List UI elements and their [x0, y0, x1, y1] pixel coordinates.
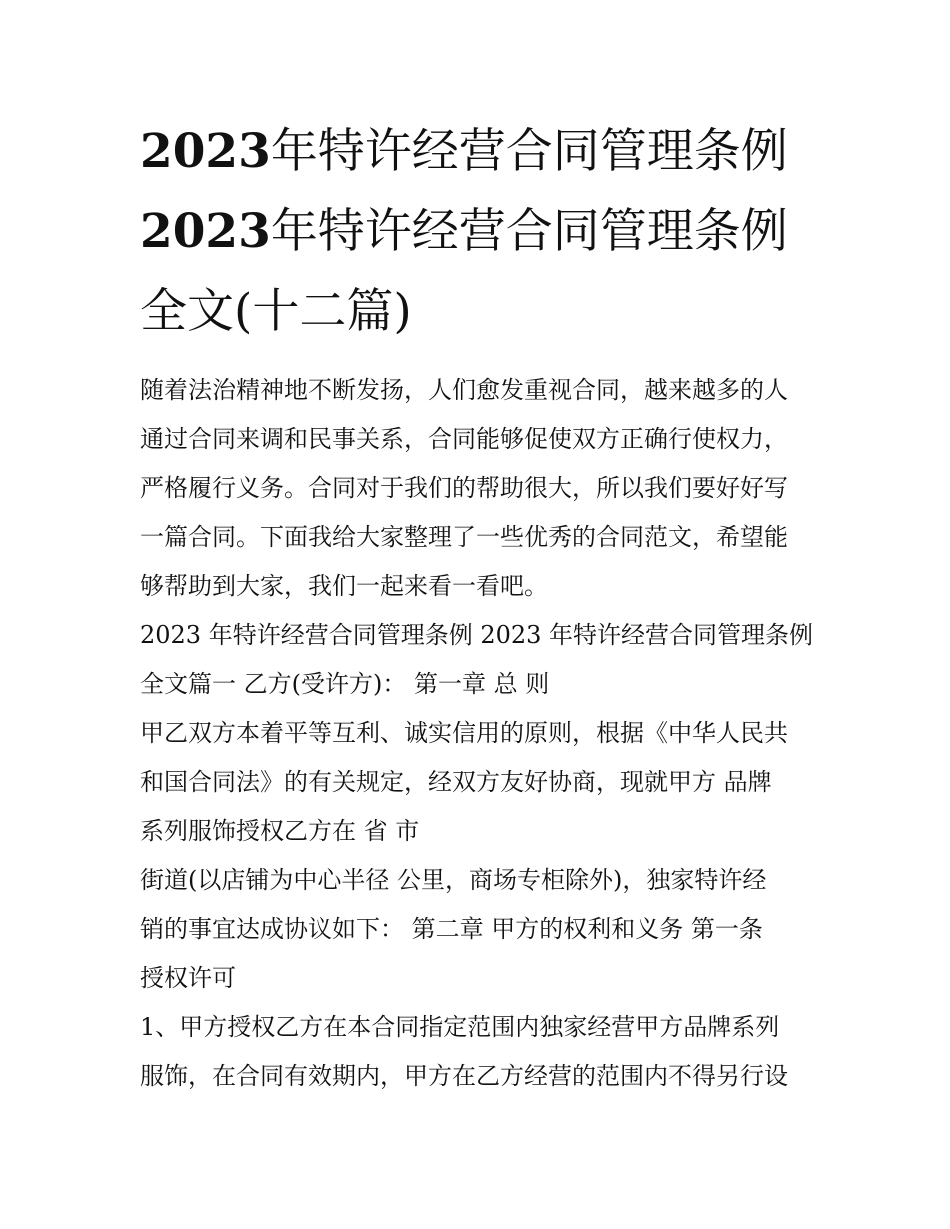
body-line-1: 随着法治精神地不断发扬，人们愈发重视合同，越来越多的人	[140, 376, 788, 404]
body-line-8: 甲乙双方本着平等互利、诚实信用的原则，根据《中华人民共	[140, 719, 788, 747]
title-line-3: 全文(十二篇)	[140, 284, 412, 339]
body-line-15: 服饰，在合同有效期内，甲方在乙方经营的范围内不得另行设	[140, 1062, 788, 1090]
body-line-5: 够帮助到大家，我们一起来看一看吧。	[140, 572, 548, 600]
document-page	[140, 112, 820, 1101]
title-line-1: 2023年特许经营合同管理条例	[140, 124, 788, 179]
body-line-10: 系列服饰授权乙方在 省 市	[140, 817, 420, 845]
body-line-9: 和国合同法》的有关规定，经双方友好协商，现就甲方 品牌	[140, 768, 772, 796]
body-line-3: 严格履行义务。合同对于我们的帮助很大，所以我们要好好写	[140, 474, 788, 502]
body-line-14: 1、甲方授权乙方在本合同指定范围内独家经营甲方品牌系列	[140, 1013, 780, 1041]
document-title	[140, 112, 820, 352]
body-line-2: 通过合同来调和民事关系，合同能够促使双方正确行使权力，	[140, 425, 788, 453]
document-body	[140, 366, 820, 1101]
body-line-6: 2023 年特许经营合同管理条例 2023 年特许经营合同管理条例	[140, 621, 814, 649]
body-line-12: 销的事宜达成协议如下： 第二章 甲方的权利和义务 第一条	[140, 915, 763, 943]
body-line-7: 全文篇一 乙方(受许方)： 第一章 总 则	[140, 670, 550, 698]
body-line-11: 街道(以店铺为中心半径 公里，商场专柜除外)，独家特许经	[140, 866, 767, 894]
body-line-13: 授权许可	[140, 964, 236, 992]
body-line-4: 一篇合同。下面我给大家整理了一些优秀的合同范文，希望能	[140, 523, 788, 551]
title-line-2: 2023年特许经营合同管理条例	[140, 204, 788, 259]
